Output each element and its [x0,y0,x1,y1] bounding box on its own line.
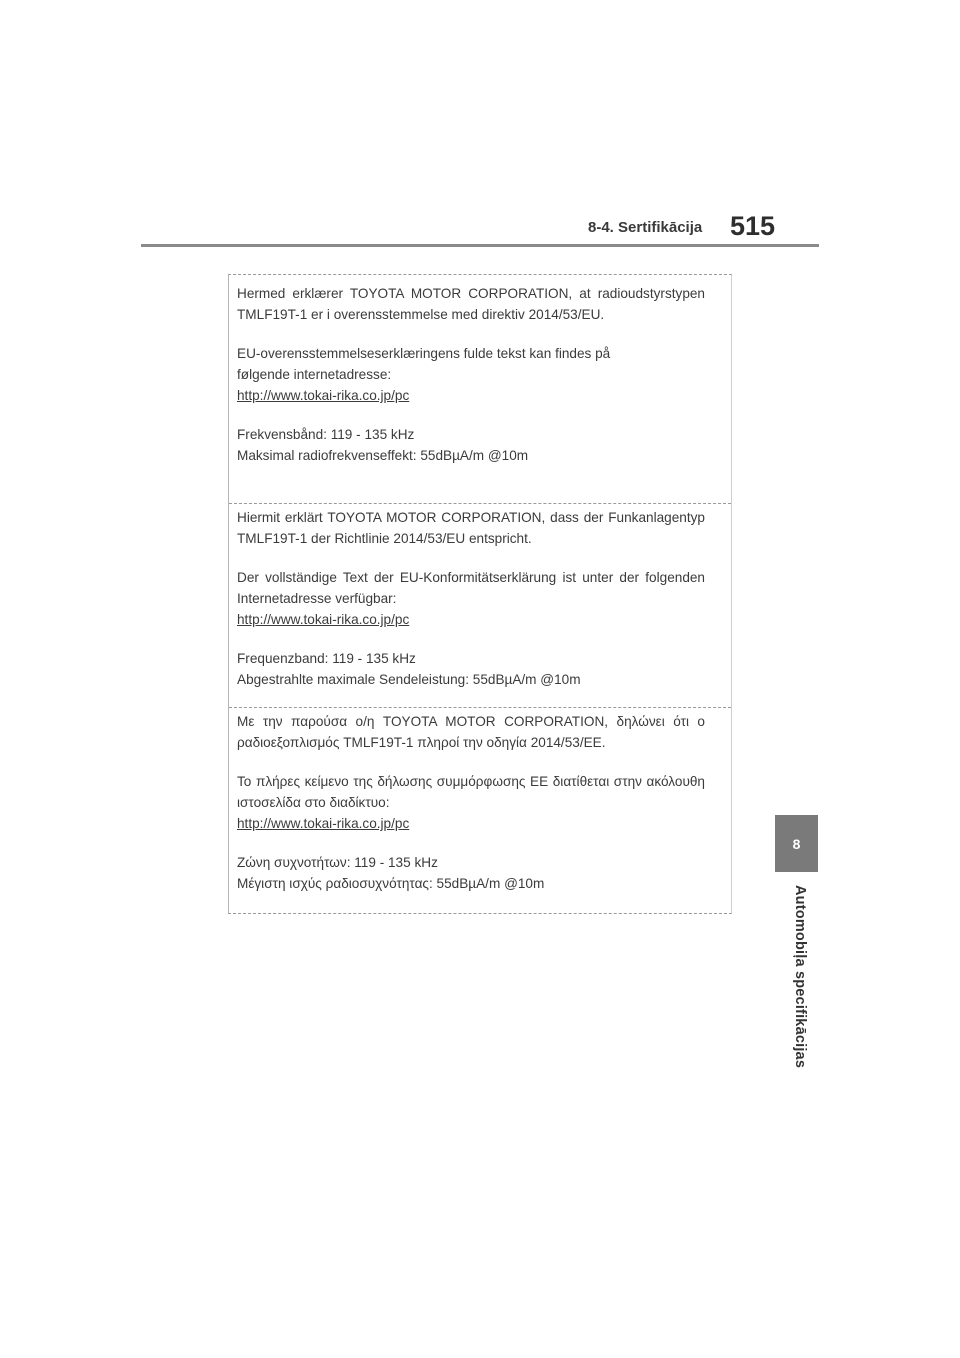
declaration-greek [237,711,705,894]
declaration-power: Maksimal radiofrekvenseffekt: 55dBµA/m @10m [237,448,529,463]
header-rule [141,244,819,247]
declaration-url-link[interactable]: http://www.tokai-rika.co.jp/pc [237,816,410,831]
declaration-full-text-note: Der vollständige Text der EU-Konformitätserklärung ist unter der folgenden Internetadresse verfügbar: [237,570,705,606]
declaration-statement: Hermed erklærer TOYOTA MOTOR CORPORATION, at radioudstyrstypen TMLF19T-1 er i overensstemmelse med direktiv 2014/53/EU. [237,286,705,322]
chapter-title: Automobiļa specifikācijas [792,885,808,1069]
page-number: 515 [730,211,776,241]
declaration-german [237,507,705,690]
chapter-number: 8 [792,835,801,852]
chapter-tab [775,815,818,872]
declaration-power: Μέγιστη ισχύς ραδιοσυχνότητας: 55dBµA/m @10m [237,876,545,891]
declaration-power: Abgestrahlte maximale Sendeleistung: 55dBµA/m @10m [237,672,581,687]
declaration-url-link[interactable]: http://www.tokai-rika.co.jp/pc [237,388,410,403]
section-title: 8-4. Sertifikācija [588,219,703,236]
declaration-box [228,274,732,914]
declaration-frequency: Frekvensbånd: 119 - 135 kHz [237,427,415,442]
declaration-divider [229,707,731,708]
declaration-frequency: Frequenzband: 119 - 135 kHz [237,651,416,666]
declaration-danish [237,283,705,466]
declaration-url-link[interactable]: http://www.tokai-rika.co.jp/pc [237,612,410,627]
declaration-statement: Με την παρούσα ο/η TOYOTA MOTOR CORPORATION, δηλώνει ότι ο ραδιοεξοπλισμός TMLF19T-1 πληροί την οδηγία 2014/53/ΕΕ. [237,714,705,750]
declaration-full-text-note: Το πλήρες κείμενο της δήλωσης συμμόρφωσης ΕΕ διατίθεται στην ακόλουθη ιστοσελίδα στο διαδίκτυο: [237,774,705,810]
declaration-full-text-note: EU-overensstemmelseserklæringens fulde tekst kan findes på følgende internetadresse: [237,346,611,382]
declaration-divider [229,503,731,504]
declaration-statement: Hiermit erklärt TOYOTA MOTOR CORPORATION, dass der Funkanlagentyp TMLF19T-1 der Richtlinie 2014/53/EU entspricht. [237,510,705,546]
declaration-frequency: Ζώνη συχνοτήτων: 119 - 135 kHz [237,855,438,870]
